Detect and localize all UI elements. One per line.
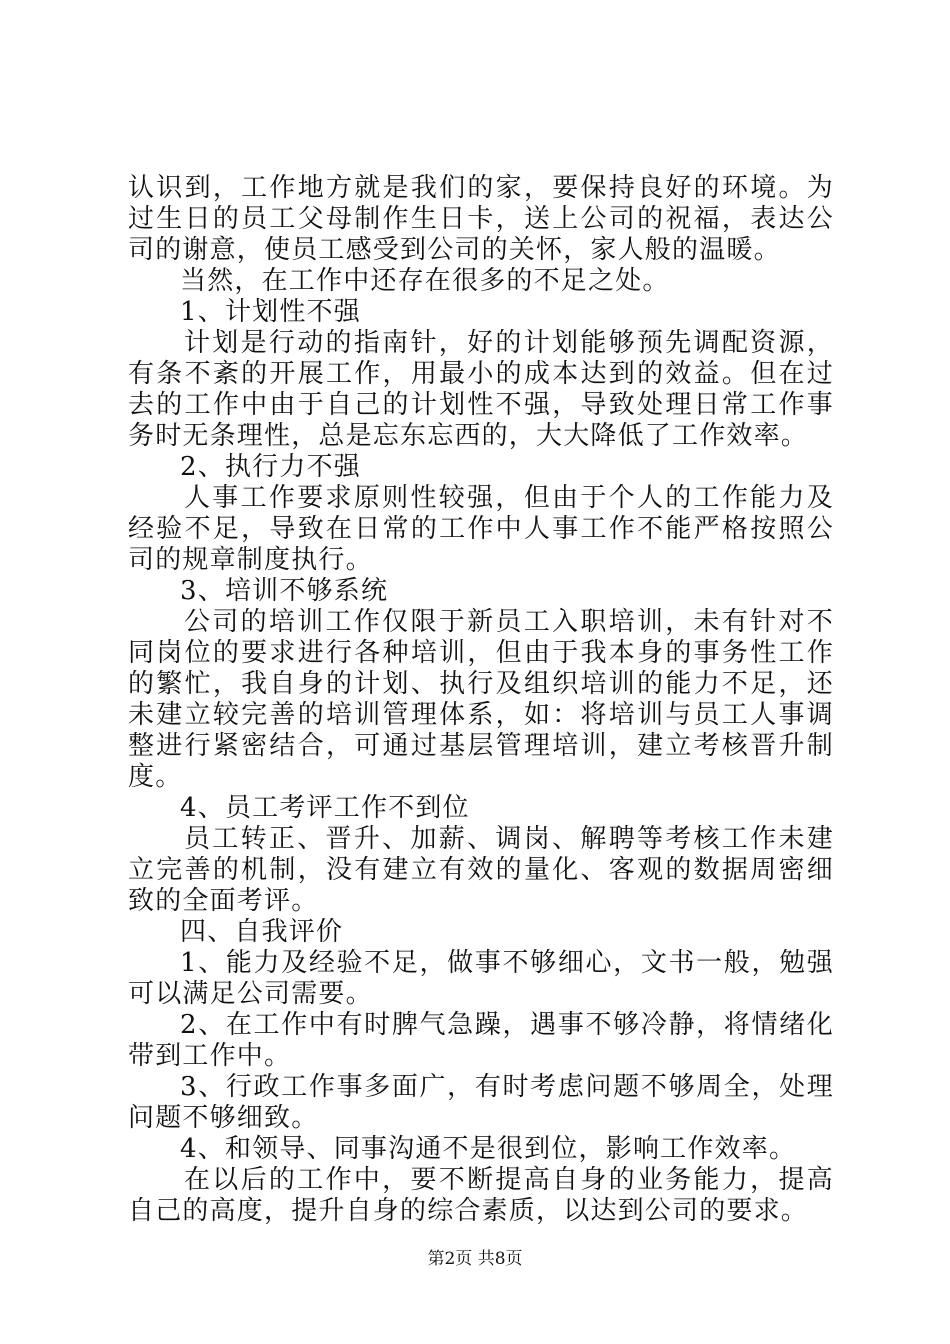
list-item: 3、行政工作事多面广，有时考虑问题不够周全，处理问题不够细致。 [128,1072,834,1133]
paragraph: 公司的培训工作仅限于新员工入职培训，未有针对不同岗位的要求进行各种培训，但由于我本身的事务性工作的繁忙，我自身的计划、执行及组织培训的能力不足，还未建立较完善的培训管理体系，如：将培训与员工人事调整进行紧密结合，可通过基层管理培训，建立考核晋升制度。 [128,607,834,792]
paragraph: 当然，在工作中还存在很多的不足之处。 [180,266,670,296]
paragraph: 在以后的工作中，要不断提高自身的业务能力，提高自己的高度，提升自身的综合素质，以达到公司的要求。 [128,1165,834,1226]
document-body [128,173,834,1227]
paragraph-continuation: 认识到，工作地方就是我们的家，要保持良好的环境。为过生日的员工父母制作生日卡，送上公司的祝福，表达公司的谢意，使员工感受到公司的关怀，家人般的温暖。 [128,173,834,265]
section-heading: 四、自我评价 [180,917,344,947]
list-item: 1、能力及经验不足，做事不够细心，文书一般，勉强可以满足公司需要。 [128,948,834,1009]
paragraph: 人事工作要求原则性较强，但由于个人的工作能力及经验不足，导致在日常的工作中人事工作不能严格按照公司的规章制度执行。 [128,483,834,575]
paragraph: 计划是行动的指南针，好的计划能够预先调配资源，有条不紊的开展工作，用最小的成本达到的效益。但在过去的工作中由于自己的计划性不强，导致处理日常工作事务时无条理性，总是忘东忘西的，大大降低了工作效率。 [128,328,834,451]
section-heading: 1、计划性不强 [180,297,361,327]
page-number-footer: 第2页 共8页 [427,1249,523,1269]
paragraph: 员工转正、晋升、加薪、调岗、解聘等考核工作未建立完善的机制，没有建立有效的量化、客观的数据周密细致的全面考评。 [128,824,834,916]
section-heading: 3、培训不够系统 [180,576,389,606]
section-heading: 2、执行力不强 [180,452,361,482]
section-heading: 4、员工考评工作不到位 [180,793,470,823]
list-item: 4、和领导、同事沟通不是很到位，影响工作效率。 [180,1134,797,1164]
list-item: 2、在工作中有时脾气急躁，遇事不够冷静，将情绪化带到工作中。 [128,1010,834,1071]
